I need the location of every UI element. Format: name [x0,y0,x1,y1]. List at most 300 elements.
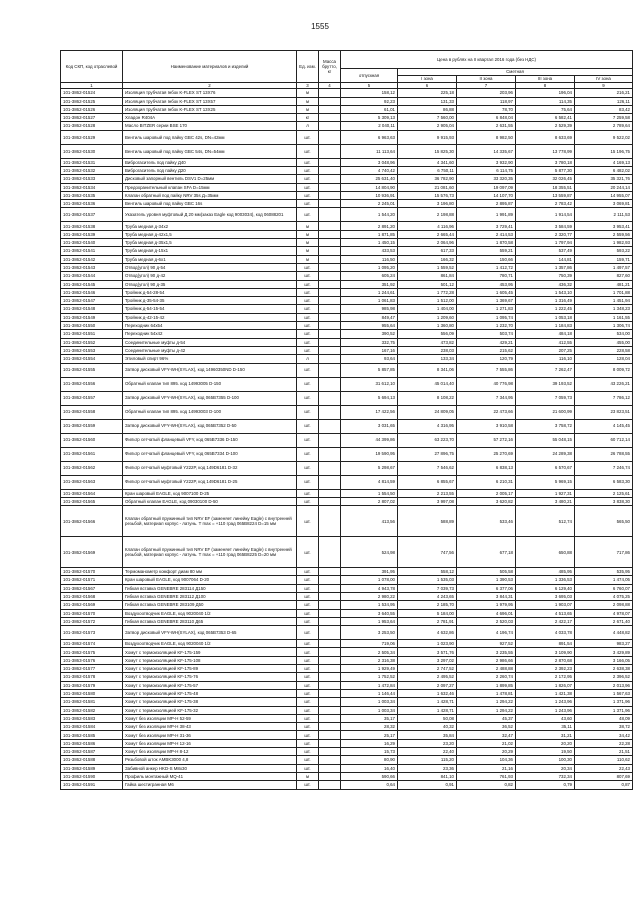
cell-unit: шт. [297,706,319,714]
table-row [61,338,633,346]
cell-zone-4-price: 455,00 [575,338,633,346]
cell-zone-3-price: 116,10 [516,355,575,363]
cell-zone-1-price: 3 571,76 [398,648,457,656]
cell-name: Хомут с термоизоляцией KF-175-32 [123,706,297,714]
cell-unit: шт. [297,200,319,208]
cell-zone-4-price: 1 371,96 [575,706,633,714]
table-row [61,297,633,305]
cell-unit: шт. [297,377,319,391]
cell-name: Тройник д-54-28-54 [123,288,297,296]
cell-code: 101-3862-01524 [61,89,123,97]
cell-zone-1-price: 2 198,88 [398,208,457,222]
table-row [61,191,633,199]
header-mass: Масса брутто, кг [319,51,341,83]
cell-mass [319,175,341,183]
cell-code: 101-3862-01558 [61,405,123,419]
cell-mass [319,208,341,222]
cell-mass [319,200,341,208]
cell-unit: шт. [297,648,319,656]
cell-zone-3-price: 144,81 [516,255,575,263]
cell-unit: шт. [297,617,319,625]
cell-mass [319,247,341,255]
cell-zone-3-price: 20,34 [516,764,575,772]
cell-zone-2-price: 20,29 [457,748,516,756]
cell-mass [319,288,341,296]
cell-name: Обратный клапан тип 895. код 14993005 D-150 [123,377,297,391]
cell-zone-2-price: 45,37 [457,714,516,722]
cell-release-price: 5 298,67 [341,461,398,475]
cell-code: 101-3862-01571 [61,576,123,584]
cell-zone-3-price: 114,35 [516,97,575,105]
header-zone-4: IV зона [575,76,633,83]
cell-release-price: 10 936,91 [341,191,398,199]
cell-code: 101-3862-01579 [61,681,123,689]
cell-zone-1-price: 7 039,73 [398,584,457,592]
table-row [61,756,633,764]
cell-zone-2-price: 1 369,67 [457,297,516,305]
cell-zone-4-price: 3 429,89 [575,648,633,656]
cell-zone-3-price: 6 129,40 [516,584,575,592]
cell-name: Затвор дисковый VFY-WH(SYLAX), код 065B7352 D-50 [123,419,297,433]
cell-unit: шт. [297,346,319,354]
cell-mass [319,191,341,199]
cell-name: Хладон R404A [123,114,297,122]
table-row [61,208,633,222]
cell-name: Гибкая вставка GENEBRE 283114 Д150 [123,584,297,592]
cell-unit: шт. [297,130,319,144]
table-row [61,772,633,780]
cell-code: 101-3862-01563 [61,475,123,489]
cell-mass [319,584,341,592]
cell-unit: шт. [297,584,319,592]
table-row [61,355,633,363]
cell-name: Клапан обратный пружинный тип NRV EF (заменяет линейку Eagle) с внутренней резьбой, материал корпус - латунь. Т max = +110 град 065B8225 D=20 мм [123,537,297,568]
cell-zone-2-price: 203,96 [457,89,516,97]
cell-zone-3-price: 20,20 [516,739,575,747]
cell-code: 101-3862-01585 [61,731,123,739]
cell-zone-4-price: 717,86 [575,537,633,568]
cell-release-price: 390,52 [341,330,398,338]
cell-zone-4-price: 0,87 [575,781,633,789]
cell-name: Предохранительный клапан SFA D=15мм [123,183,297,191]
cell-name: Гибкая вставка GENEBRE 283112 Д100 [123,593,297,601]
cell-zone-4-price: 110,62 [575,756,633,764]
table-row [61,698,633,706]
cell-zone-3-price: 19,50 [516,748,575,756]
cell-zone-1-price: 1 428,71 [398,698,457,706]
cell-mass [319,475,341,489]
cell-zone-3-price: 3 758,72 [516,419,575,433]
cell-zone-4-price: 126,11 [575,97,633,105]
cell-zone-1-price: 131,33 [398,97,457,105]
cell-zone-1-price: 23,20 [398,739,457,747]
cell-zone-4-price: 3 166,05 [575,656,633,664]
cell-name: Затвор дисковый VFY-WH(SYLAX), код 065B7355 D-100 [123,391,297,405]
cell-zone-2-price: 215,62 [457,346,516,354]
cell-code: 101-3862-01588 [61,756,123,764]
cell-zone-4-price: 7 786,12 [575,391,633,405]
cell-unit: шт. [297,497,319,505]
cell-zone-3-price: 512,74 [516,506,575,537]
cell-mass [319,714,341,722]
cell-zone-4-price: 2 111,53 [575,208,633,222]
cell-zone-1-price: 1 209,60 [398,313,457,321]
cell-zone-2-price: 533,46 [457,506,516,537]
cell-release-price: 1 003,34 [341,698,398,706]
cell-unit: шт. [297,313,319,321]
cell-zone-1-price: 9 915,93 [398,130,457,144]
cell-zone-3-price: 1 421,38 [516,689,575,697]
cell-zone-1-price: 4 341,60 [398,158,457,166]
cell-code: 101-3862-01531 [61,158,123,166]
table-row [61,764,633,772]
cell-release-price: 2 316,38 [341,656,398,664]
cell-zone-4-price: 4 978,07 [575,609,633,617]
cell-mass [319,781,341,789]
table-row [61,183,633,191]
cell-mass [319,568,341,576]
cell-zone-1-price: 6 855,67 [398,475,457,489]
table-row [61,665,633,673]
cell-zone-2-price: 780,71 [457,272,516,280]
cell-code: 101-3862-01557 [61,391,123,405]
table-row [61,247,633,255]
cell-zone-4-price: 20 244,14 [575,183,633,191]
cell-mass [319,723,341,731]
cell-unit: шт. [297,665,319,673]
cell-release-price: 2 245,01 [341,200,398,208]
cell-name: Клапан обратный пружинный тип NRV EF (заменяет линейку Eagle) с внутренней резьбой, материал корпус - латунь. Т max = +110 град 065B8224 D=15 мм [123,506,297,537]
cell-zone-4-price: 22,43 [575,764,633,772]
cell-name: Хомут с термоизоляцией KF-175-57 [123,681,297,689]
cell-release-price: 16,29 [341,739,398,747]
cell-code: 101-3862-01527 [61,114,123,122]
cell-zone-2-price: 1 979,95 [457,601,516,609]
cell-mass [319,739,341,747]
cell-zone-4-price: 983,27 [575,640,633,648]
header-release-price: отпускная [341,69,398,83]
cell-mass [319,689,341,697]
cell-name: Хомут с термоизоляцией KF-175-159 [123,648,297,656]
header-unit: Ед. изм. [297,51,319,83]
cell-zone-3-price: 1 316,49 [516,297,575,305]
cell-mass [319,756,341,764]
cell-mass [319,144,341,158]
cell-code: 101-3862-01536 [61,200,123,208]
cell-zone-3-price: 412,55 [516,338,575,346]
cell-zone-1-price: 2 064,96 [398,239,457,247]
cell-zone-3-price: 75,64 [516,105,575,113]
cell-mass [319,497,341,505]
cell-zone-2-price: 7 555,86 [457,363,516,377]
cell-mass [319,222,341,230]
cell-zone-1-price: 2 781,91 [398,617,457,625]
table-row [61,405,633,419]
cell-release-price: 985,98 [341,305,398,313]
table-row [61,576,633,584]
cell-mass [319,105,341,113]
cell-zone-3-price: 1 797,94 [516,239,575,247]
cell-mass [319,272,341,280]
page-number: 1555 [311,22,329,31]
cell-zone-1-price: 27 896,75 [398,447,457,461]
cell-zone-3-price: 2 529,39 [516,122,575,130]
cell-zone-1-price: 2 905,04 [398,122,457,130]
cell-unit: м [297,239,319,247]
cell-zone-4-price: 481,21 [575,280,633,288]
cell-name: Изоляция трубчатая Iнбок K-FLEX ST 13Х57 [123,97,297,105]
cell-mass [319,764,341,772]
cell-release-price: 1 871,85 [341,230,398,238]
cell-zone-3-price: 1 927,31 [516,489,575,497]
cell-code: 101-3862-01543 [61,263,123,271]
cell-release-price: 19 590,95 [341,447,398,461]
cell-zone-4-price: 38,72 [575,723,633,731]
cell-name: Труба медная д-15х1 [123,247,297,255]
cell-release-price: 1 472,84 [341,681,398,689]
cell-name: Гибкая вставка GENEBRE 283110 Д65 [123,617,297,625]
cell-unit: шт. [297,506,319,537]
cell-zone-4-price: 2 789,64 [575,122,633,130]
cell-zone-3-price: 1 336,53 [516,576,575,584]
cell-release-price: 2 891,20 [341,222,398,230]
cell-mass [319,673,341,681]
table-row [61,689,633,697]
cell-code: 101-3862-01546 [61,288,123,296]
cell-zone-4-price: 2 098,88 [575,601,633,609]
cell-zone-3-price: 650,88 [516,537,575,568]
cell-zone-4-price: 22,28 [575,739,633,747]
cell-release-price: 1 095,20 [341,263,398,271]
price-table [60,50,633,790]
header-name: Наименование материалов и изделий [123,51,297,83]
cell-unit: шт. [297,576,319,584]
cell-zone-4-price: 9 522,02 [575,130,633,144]
header-code: Код СКП, код отраслевой [61,51,123,83]
cell-zone-2-price: 503,74 [457,330,516,338]
cell-unit: м [297,222,319,230]
cell-release-price: 351,92 [341,280,398,288]
cell-release-price: 5 309,13 [341,114,398,122]
cell-zone-3-price: 207,25 [516,346,575,354]
cell-zone-2-price: 2 414,53 [457,230,516,238]
cell-name: Соединительные муфты д-42 [123,346,297,354]
cell-zone-3-price: 2 870,68 [516,656,575,664]
column-index-cell: 6 [398,83,457,89]
cell-unit: шт. [297,739,319,747]
cell-code: 101-3862-01555 [61,363,123,377]
cell-release-price: 413,56 [341,506,398,537]
cell-zone-2-price: 1 478,81 [457,689,516,697]
table-row [61,626,633,640]
column-index-cell: 5 [341,83,398,89]
cell-release-price: 3 640,55 [341,609,398,617]
cell-unit: м [297,247,319,255]
cell-zone-4-price: 3 953,41 [575,222,633,230]
cell-unit: шт. [297,391,319,405]
cell-zone-2-price: 40 776,98 [457,377,516,391]
cell-release-price: 92,23 [341,97,398,105]
cell-zone-3-price: 1 357,86 [516,263,575,271]
cell-zone-4-price: 1 371,96 [575,698,633,706]
cell-zone-1-price: 841,10 [398,772,457,780]
cell-release-price: 849,47 [341,313,398,321]
cell-mass [319,313,341,321]
table-row [61,363,633,377]
cell-name: Масло BITZER серии BSE 170 [123,122,297,130]
cell-release-price: 6 963,63 [341,130,398,144]
cell-zone-3-price: 55 048,15 [516,433,575,447]
cell-code: 101-3862-01569 [61,601,123,609]
cell-zone-4-price: 593,22 [575,247,633,255]
cell-mass [319,322,341,330]
cell-mass [319,114,341,122]
cell-zone-2-price: 4 696,01 [457,609,516,617]
cell-zone-1-price: 4 632,86 [398,626,457,640]
cell-code: 101-3862-01580 [61,689,123,697]
cell-code: 101-3862-01578 [61,673,123,681]
cell-zone-2-price: 3 910,58 [457,419,516,433]
cell-zone-2-price: 2 986,66 [457,656,516,664]
cell-code: 101-3862-01540 [61,239,123,247]
cell-zone-3-price: 3 584,59 [516,222,575,230]
cell-zone-2-price: 761,93 [457,772,516,780]
cell-zone-1-price: 21 081,60 [398,183,457,191]
cell-unit: шт. [297,280,319,288]
cell-name: Клапан обратный под пайку NRV 35s Д=35мм [123,191,297,199]
cell-zone-1-price: 2 185,70 [398,601,457,609]
cell-name: Воздухоотводчик EAGLE, код 9020040 1/2 [123,609,297,617]
cell-code: 101-3862-01561 [61,447,123,461]
cell-code: 101-3862-01533 [61,175,123,183]
cell-zone-3-price: 2 422,17 [516,617,575,625]
column-index-cell: 2 [123,83,297,89]
cell-mass [319,391,341,405]
cell-zone-4-price: 23 823,51 [575,405,633,419]
cell-unit: шт. [297,689,319,697]
cell-unit: шт. [297,363,319,377]
table-row [61,673,633,681]
cell-release-price: 955,64 [341,322,398,330]
cell-name: Хомут без изоляции МР-Н 38-43 [123,723,297,731]
cell-mass [319,280,341,288]
cell-zone-1-price: 0,91 [398,781,457,789]
cell-unit: шт. [297,673,319,681]
cell-code: 101-3862-01534 [61,183,123,191]
cell-code: 101-3862-01577 [61,665,123,673]
cell-mass [319,158,341,166]
cell-zone-2-price: 1 271,83 [457,305,516,313]
cell-mass [319,305,341,313]
cell-zone-2-price: 6 210,31 [457,475,516,489]
cell-zone-4-price: 26 788,55 [575,447,633,461]
cell-unit: шт. [297,405,319,419]
cell-name: Труба медная д-34х2 [123,222,297,230]
cell-release-price: 44 399,86 [341,433,398,447]
cell-release-price: 116,50 [341,255,398,263]
cell-unit: шт. [297,489,319,497]
cell-unit: шт. [297,144,319,158]
cell-zone-1-price: 3 196,80 [398,200,457,208]
cell-zone-2-price: 4 196,74 [457,626,516,640]
cell-mass [319,355,341,363]
cell-name: Тройник д-42-15-42 [123,313,297,321]
cell-mass [319,665,341,673]
cell-zone-2-price: 1 412,72 [457,263,516,271]
table-row [61,144,633,158]
cell-zone-2-price: 6 848,04 [457,114,516,122]
cell-unit: шт. [297,263,319,271]
table-row [61,313,633,321]
cell-zone-1-price: 1 360,80 [398,322,457,330]
cell-zone-2-price: 21,02 [457,739,516,747]
cell-unit: шт. [297,208,319,222]
cell-code: 101-3862-01554 [61,355,123,363]
cell-zone-2-price: 2 895,87 [457,200,516,208]
cell-release-price: 1 534,95 [341,601,398,609]
cell-zone-4-price: 3 838,30 [575,497,633,505]
cell-name: Дисковый запорный вентиль DSV1 D=25мм [123,175,297,183]
cell-code: 101-3862-01551 [61,330,123,338]
cell-code: 101-3862-01570 [61,568,123,576]
cell-release-price: 3 031,65 [341,419,398,433]
cell-mass [319,681,341,689]
cell-unit: шт. [297,609,319,617]
cell-zone-1-price: 1 559,52 [398,263,457,271]
cell-zone-2-price: 3 729,41 [457,222,516,230]
cell-name: Переходник 54х42 [123,330,297,338]
table-row [61,391,633,405]
column-index-cell: 9 [575,83,633,89]
cell-name: Хомут с термоизоляцией KF-175-76 [123,673,297,681]
cell-zone-1-price: 861,84 [398,272,457,280]
cell-mass [319,346,341,354]
table-row [61,222,633,230]
cell-mass [319,447,341,461]
cell-unit: м [297,255,319,263]
cell-zone-2-price: 1 095,74 [457,313,516,321]
cell-release-price: 4 814,59 [341,475,398,489]
cell-release-price: 14 804,90 [341,183,398,191]
cell-zone-1-price: 133,34 [398,355,457,363]
cell-zone-3-price: 2 783,42 [516,200,575,208]
header-zone-1: I зона [398,76,457,83]
cell-code: 101-3862-01566 [61,506,123,537]
cell-unit: шт. [297,475,319,489]
cell-code: 101-3862-01581 [61,698,123,706]
cell-zone-2-price: 1 232,70 [457,322,516,330]
cell-release-price: 93,64 [341,355,398,363]
cell-mass [319,748,341,756]
cell-zone-1-price: 63 223,70 [398,433,457,447]
cell-unit: л [297,355,319,363]
table-row [61,97,633,105]
cell-code: 101-3862-01548 [61,305,123,313]
cell-release-price: 2 980,22 [341,593,398,601]
cell-zone-4-price: 827,60 [575,272,633,280]
cell-name: Затвор дисковый VFY-WH(SYLAX), код 14960350ND D-150 [123,363,297,377]
cell-zone-2-price: 429,21 [457,338,516,346]
cell-mass [319,461,341,475]
cell-unit: шт. [297,593,319,601]
cell-release-price: 3 048,96 [341,158,398,166]
cell-code: 101-3862-01589 [61,764,123,772]
cell-zone-4-price: 3 069,81 [575,200,633,208]
cell-zone-1-price: 8 108,22 [398,391,457,405]
table-row [61,506,633,537]
cell-zone-3-price: 5 969,15 [516,475,575,489]
cell-name: Хомут с термоизоляцией KF-175-38 [123,698,297,706]
